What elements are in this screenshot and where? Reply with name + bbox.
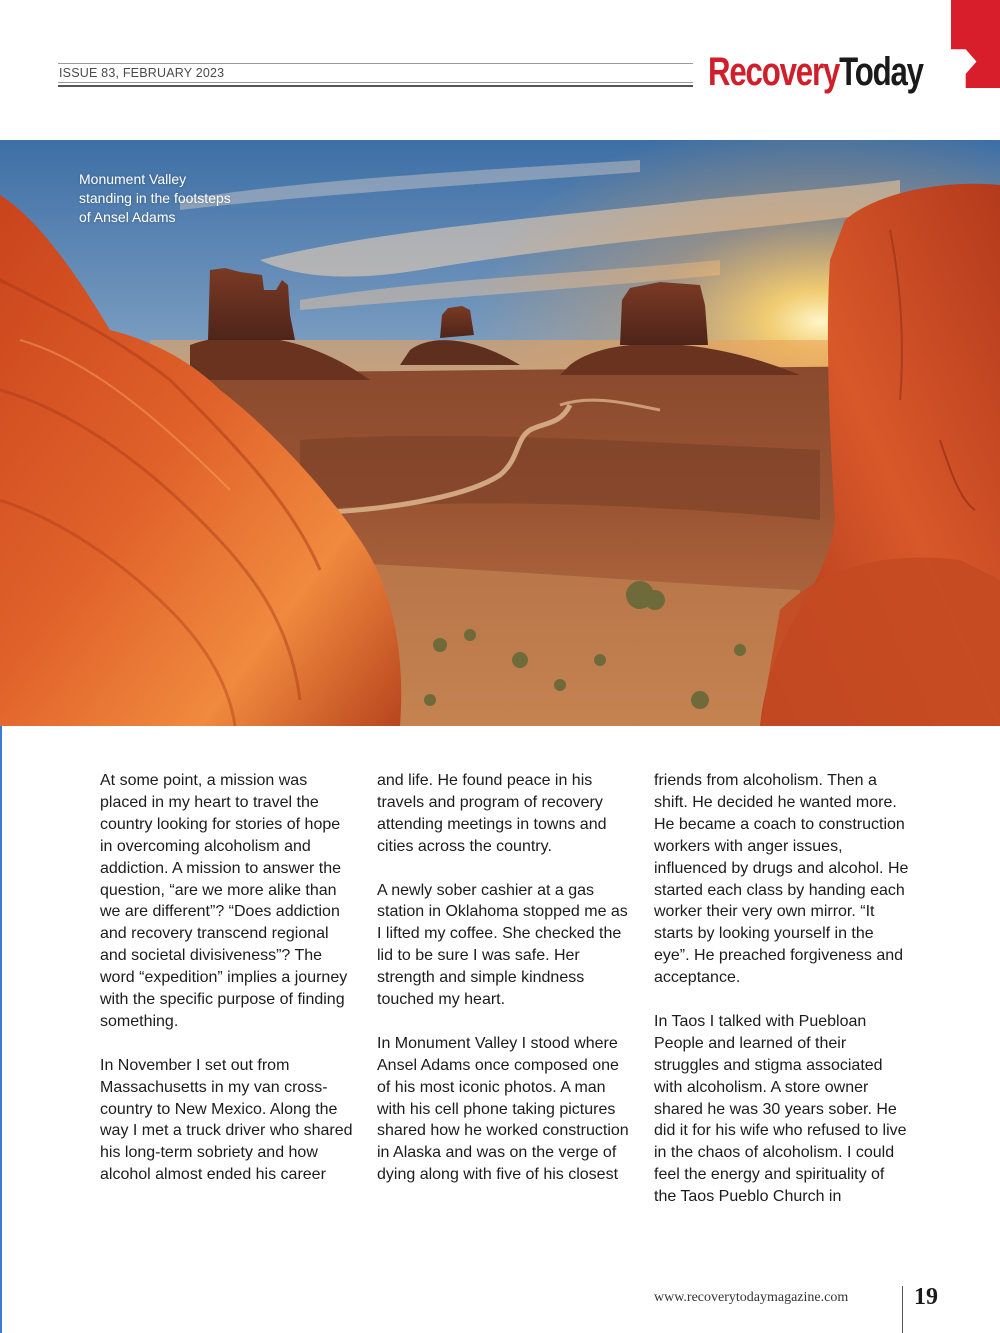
logo-word-today: Today [839,50,923,94]
paragraph: and life. He found peace in his travels and program of recovery attending meetings in towns and cities across the country. [377,772,607,855]
issue-label: ISSUE 83, FEBRUARY 2023 [59,66,225,80]
paragraph: In Taos I talked with Puebloan People and learned of their struggles and stigma associated with alcoholism. A store owner shared he was 30 years sober. He did it for his wife who refused to live in the chaos of alcoholism. I could feel the energy and spirituality of the Taos Pueblo Church in [654,1012,907,1206]
caption-line: of Ansel Adams [79,209,176,225]
photo-caption [79,170,231,227]
magazine-logo [708,44,923,100]
caption-line: standing in the footsteps [79,190,231,206]
footer-divider [902,1286,903,1333]
header-rule-bottom [58,82,693,83]
paragraph: At some point, a mission was placed in my heart to travel the country looking for stories of hope in overcoming alcoholism and addiction. A mission to answer the question, “are we more alike than we are different”? “Does addiction and recovery transcend regional and societal divisiveness”? The word “expedition” implies a journey with the specific purpose of finding something. [100,772,348,1030]
page-edge-line [0,726,2,1333]
logo-word-recovery: Recovery [708,50,840,94]
paragraph: In Monument Valley I stood where Ansel Adams once composed one of his most iconic photos. A man with his cell phone taking pictures shared how he worked construction in Alaska and was on the verge of dying along with five of his closest [377,1034,629,1184]
red-flag-tab [951,0,1000,88]
caption-line: Monument Valley [79,171,187,187]
paragraph: In November I set out from Massachusetts in my van cross-country to New Mexico. Along the way I met a truck driver who shared his long-term sobriety and how alcohol almost ended his career [100,1056,353,1184]
magazine-url[interactable]: www.recoverytodaymagazine.com [654,1290,849,1305]
article-column-1 [100,770,356,1208]
header-rule-bottom-thick [58,85,693,87]
header-rule-top [58,63,693,64]
paragraph: A newly sober cashier at a gas station in Oklahoma stopped me as I lifted my coffee. She checked the lid to be sure I was safe. Her strength and simple kindness touched my heart. [377,881,628,1009]
article-column-3 [654,770,910,1230]
page-number: 19 [914,1284,938,1310]
paragraph: friends from alcoholism. Then a shift. He decided he wanted more. He became a coach to construction workers with anger issues, influenced by drugs and alcohol. He started each class by handing each worker their very own mirror. “It starts by looking yourself in the eye”. He preached forgiveness and acceptance. [654,772,909,987]
article-column-2 [377,770,633,1208]
monument-valley-photo [0,140,1000,726]
